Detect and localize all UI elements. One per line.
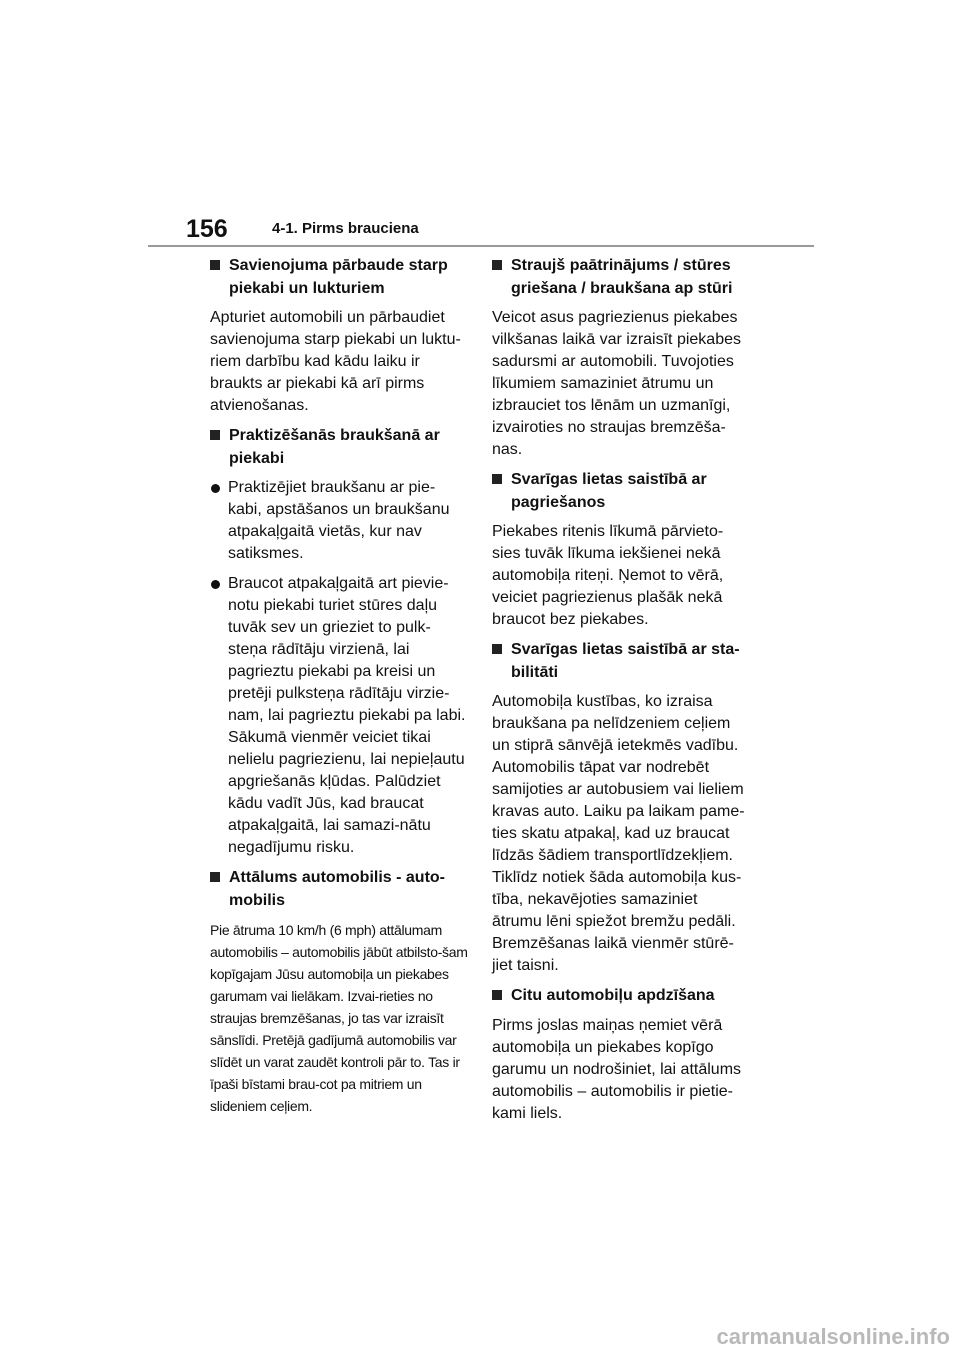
page-header [148,214,814,248]
square-bullet-icon [210,430,220,440]
heading-text: Straujš paātrinājums / stūres griešana / braukšana ap stūri [511,257,733,297]
page-number: 156 [186,215,228,243]
square-bullet-icon [210,872,220,882]
bullet-item [210,477,468,565]
section-heading [210,425,468,470]
paragraph: Automobiļa kustības, ko izraisa braukšana pa nelīdzeniem ceļiem un stiprā sānvējā ietekmēs vadību. Automobilis tāpat var nodrebēt samijoties ar autobusiem vai lieliem kravas auto. Laiku pa laikam pame-ties skatu atpakaļ, kad uz braucat līdzās šādiem transportlīdzekļiem. Tiklīdz notiek šāda automobiļa kus-tība, nekavējoties samaziniet ātrumu lēni spiežot bremžu pedāli. Bremzēšanas laikā vienmēr stūrē-jiet taisni. [492,693,745,974]
round-bullet-icon [211,580,220,589]
heading-text: Savienojuma pārbaude starp piekabi un lukturiem [229,257,448,297]
header-divider [148,245,814,247]
paragraph: Pirms joslas maiņas ņemiet vērā automobiļa un piekabes kopīgo garumu un nodrošiniet, lai attālums automobilis – automobilis ir pietie-kami liels. [492,1016,742,1122]
section-heading [492,985,750,1008]
section-heading [210,255,468,300]
round-bullet-icon [211,484,220,493]
square-bullet-icon [492,644,502,654]
heading-text: Attālums automobilis - auto-mobilis [229,869,445,909]
paragraph: Pie ātruma 10 km/h (6 mph) attālumam automobilis – automobilis jābūt atbilsto-šam kopīgajam Jūsu automobiļa un piekabes garumam vai lielākam. Izvai-rieties no straujas bremzēšanas, jo tas var izraisīt sānslīdi. Pretējā gadījumā automobilis var slīdēt un varat zaudēt kontroli pār to. Tas ir īpaši bīstami brau-cot pa mitriem un slideniem ceļiem. [210,922,468,1114]
heading-text: Svarīgas lietas saistībā ar sta-bilitāti [511,641,740,681]
heading-text: Svarīgas lietas saistībā ar pagriešanos [511,471,707,511]
section-heading [492,639,750,684]
paragraph: Piekabes ritenis līkumā pārvieto-sies tuvāk līkuma iekšienei nekā automobiļa riteņi. Ņemot to vērā, veiciet pagriezienus plašāk nekā braucot bez piekabes. [492,523,724,628]
section-title: 4-1. Pirms brauciena [272,220,419,237]
heading-text: Praktizēšanās braukšanā ar piekabi [229,427,440,467]
left-column [210,255,468,1125]
square-bullet-icon [210,260,220,270]
section-heading [492,255,750,300]
bullet-item [210,573,468,859]
square-bullet-icon [492,990,502,1000]
bullet-text: Praktizējiet braukšanu ar pie-kabi, apstāšanos un braukšanu atpakaļgaitā vietās, kur nav satiksmes. [228,479,450,562]
square-bullet-icon [492,260,502,270]
section-heading [210,867,468,912]
bullet-text: Braucot atpakaļgaitā art pievie-notu piekabi turiet stūres daļu tuvāk sev un grieziet to pulk-steņa rādītāju virzienā, lai pagrieztu piekabi pa kreisi un pretēji pulksteņa rādītāju virzie-nam, lai pagrieztu piekabi pa labi. Sākumā vienmēr veiciet tikai nelielu pagriezienu, lai nepieļautu apgriešanās kļūdas. Palūdziet kādu vadīt Jūs, kad braucat atpakaļgaitā, lai samazi-nātu negadījumu risku. [228,575,466,856]
section-heading [492,469,750,514]
square-bullet-icon [492,474,502,484]
watermark: carmanualsonline.info [716,1324,950,1349]
right-column [492,255,750,1133]
paragraph: Veicot asus pagriezienus piekabes vilkšanas laikā var izraisīt piekabes sadursmi ar automobili. Tuvojoties līkumiem samaziniet ātrumu un izbrauciet tos lēnām un uzmanīgi, izvairoties no straujas bremzēša-nas. [492,309,741,458]
paragraph: Apturiet automobili un pārbaudiet savienojuma starp piekabi un luktu-riem darbību kad kādu laiku ir braukts ar piekabi kā arī pirms atvienošanas. [210,309,461,414]
heading-text: Citu automobiļu apdzīšana [511,987,715,1004]
